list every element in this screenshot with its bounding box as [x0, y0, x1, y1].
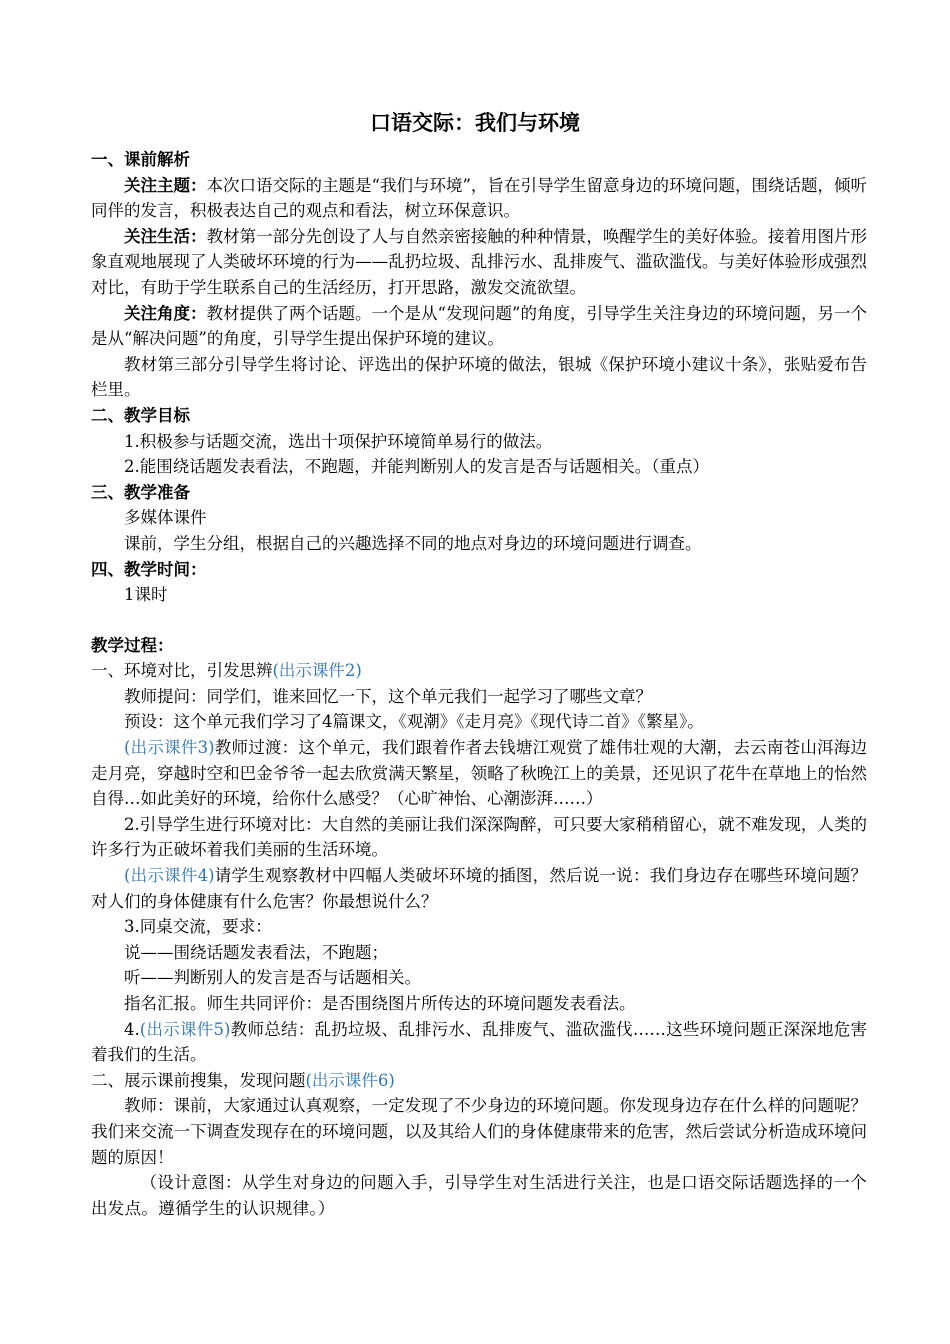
- courseware-4-link[interactable]: (出示课件4): [124, 866, 215, 886]
- section-heading-preparation: 三、教学准备: [91, 482, 190, 502]
- section-heading-time: 四、教学时间：: [91, 559, 207, 579]
- teacher-transition: [91, 735, 867, 812]
- text-focus-life: 教材第一部分先创设了人与自然亲密接触的种种情景，唤醒学生的美好体验。接着用图片形象直观地展现了人类破坏环境的行为——乱扔垃圾、乱排污水、乱排废气、滥砍滥伐。与美好体验形成强烈对比，有助于学生联系自己的生活经历，打开思路，激发交流欲望。: [91, 226, 868, 297]
- design-intent-note: （设计意图：从学生对身边的问题入手，引导学生对生活进行关注，也是口语交际话题选择的一个出发点。遵循学生的认识规律。）: [91, 1173, 867, 1218]
- paragraph-focus-angle: [91, 301, 867, 352]
- part1-title-text: 一、环境对比，引发思辨: [91, 661, 273, 681]
- text-focus-theme: 本次口语交际的主题是“我们与环境”，旨在引导学生留意身边的环境问题，围绕话题，倾听同伴的发言，积极表达自己的观点和看法，树立环保意识。: [91, 175, 867, 221]
- process-part1-title: [91, 658, 867, 684]
- preparation-item-1: 多媒体课件: [124, 508, 207, 528]
- teacher-transition-text: 教师过渡：这个单元，我们跟着作者去钱塘江观赏了雄伟壮观的大潮，去云南苍山洱海边走月亮，穿越时空和巴金爷爷一起去欣赏满天繁星，领略了秋晚江上的美景，还见识了花牛在草地上的怡然自得…如此美好的环境，给你什么感受？（心旷神怡、心潮澎湃……）: [91, 738, 868, 809]
- goal-item-1: 1.积极参与话题交流，选出十项保护环境简单易行的做法。: [124, 431, 553, 451]
- document-body: [91, 147, 867, 1221]
- observe-illustrations-text: 请学生观察教材中四幅人类破坏环境的插图，然后说一说：我们身边存在哪些环境问题？对人们的身体健康有什么危害？你最想说什么？: [91, 866, 868, 911]
- preparation-item-2: 课前，学生分组，根据自己的兴趣选择不同的地点对身边的环境问题进行调查。: [124, 533, 702, 553]
- label-focus-theme: 关注主题：: [124, 175, 207, 195]
- paragraph-focus-theme: [91, 173, 867, 224]
- teacher-summary-text: 教师总结：乱扔垃圾、乱排污水、乱排废气、滥砍滥伐……这些环境问题正深深地危害着我们的生活。: [91, 1019, 868, 1065]
- summary-number: 4.: [124, 1019, 140, 1039]
- pair-discussion: 3.同桌交流，要求：: [124, 917, 272, 937]
- rule-listen: 听——判断别人的发言是否与话题相关。: [124, 968, 421, 988]
- section-heading-analysis: 一、课前解析: [91, 150, 190, 169]
- page-title: 口语交际：我们与环境: [370, 111, 580, 135]
- goal-item-2: 2.能围绕话题发表看法，不跑题，并能判断别人的发言是否与话题相关。（重点）: [124, 457, 709, 477]
- time-value: 1课时: [124, 585, 168, 605]
- spacer: [91, 608, 867, 633]
- environment-contrast: 2.引导学生进行环境对比：大自然的美丽让我们深深陶醉，可只要大家稍稍留心，就不难发现，人类的许多行为正破坏着我们美丽的生活环境。: [91, 814, 867, 860]
- courseware-5-link[interactable]: (出示课件5): [139, 1019, 231, 1039]
- preset-answer: 预设：这个单元我们学习了4篇课文，《观潮》《走月亮》《现代诗二首》《繁星》。: [124, 712, 704, 732]
- courseware-6-link[interactable]: (出示课件6): [305, 1070, 395, 1090]
- paragraph-focus-life: [91, 224, 867, 301]
- part2-title-text: 二、展示课前搜集，发现问题: [91, 1070, 306, 1090]
- teacher-question: 教师提问：同学们，谁来回忆一下，这个单元我们一起学习了哪些文章？: [124, 686, 652, 706]
- section-heading-goals: 二、教学目标: [91, 405, 190, 425]
- process-part2-title: [91, 1068, 867, 1094]
- courseware-2-link[interactable]: (出示课件2): [272, 661, 362, 681]
- courseware-3-link[interactable]: (出示课件3): [124, 738, 215, 758]
- section-heading-process: 教学过程：: [91, 635, 174, 655]
- label-focus-angle: 关注角度：: [124, 303, 207, 323]
- label-focus-life: 关注生活：: [124, 226, 207, 246]
- text-focus-angle: 教材提供了两个话题。一个是从“发现问题”的角度，引导学生关注身边的环境问题，另一个是从“解决问题”的角度，引导学生提出保护环境的建议。: [91, 303, 867, 349]
- report-evaluation: 指名汇报。师生共同评价：是否围绕图片所传达的环境问题发表看法。: [124, 994, 636, 1013]
- paragraph-textbook-part3: 教材第三部分引导学生将讨论、评选出的保护环境的做法，银城《保护环境小建议十条》，张贴爱布告栏里。: [91, 354, 867, 400]
- teacher-prompt: 教师：课前，大家通过认真观察，一定发现了不少身边的环境问题。你发现身边存在什么样的问题呢？我们来交流一下调查发现存在的环境问题，以及其给人们的身体健康带来的危害，然后尝试分析造成环境问题的原因！: [91, 1096, 867, 1167]
- teacher-summary: [91, 1017, 867, 1068]
- observe-illustrations: [91, 863, 867, 914]
- rule-speak: 说——围绕话题发表看法，不跑题；: [124, 942, 388, 962]
